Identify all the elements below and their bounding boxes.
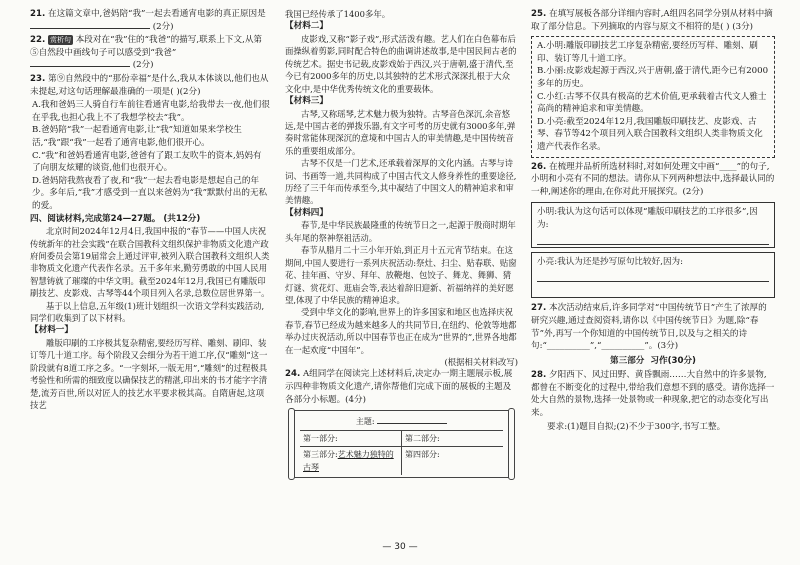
board-part-4[interactable]: 第四部分: — [401, 447, 503, 475]
intro-paragraph: 北京时间2024年12月4日,我国申报的“春节——中国人庆祝传统新年的社会实践”在联合国教科文组织保护非物质文化遗产政府间委员会第19届常会上通过评审,被列入联合国教科文组织人类非物质文化遗产代表作名录。五千多年来,勤劳勇敢的中国人民用智慧铸就了璀璨的中华文明。截至2024年12月,我国已有雕版印刷技艺、皮影戏、古琴等44个项目列入名录,总数位居世界第一。 — [30, 226, 270, 299]
material-4-text-2: 春节从腊月二十三小年开始,到正月十五元宵节结束。在这期间,中国人要进行一系列庆祝活动:祭灶、扫尘、贴春联、贴窗花、挂年画、守岁、拜年、放鞭炮、包饺子、舞龙、舞狮、猜灯谜、赏花灯、逛庙会等,表达着辞旧迎新、祈福纳祥的美好愿望,体现了中华民族的精神追求。 — [285, 245, 517, 305]
board-row-2 — [300, 446, 503, 475]
question-22: 22. 赏析句 本段对在“我”住的“我爸”的描写,联系上下文,从第⑤自然段中画线句子可以感受到“我爸” (2分) — [30, 35, 263, 71]
option-a[interactable]: A.小明:雕版印刷技艺工序复杂精密,要经历写样、雕刻、刷印、装订等几十道工序。 — [537, 41, 758, 64]
answer-line[interactable] — [30, 66, 130, 67]
answer-line[interactable] — [537, 269, 769, 282]
question-21: 21. 在这篇文章中,爸妈陪“我”一起去看通宵电影的真正原因是 (2分) — [30, 9, 266, 32]
material-3-text-2: 古琴不仅是一门艺术,还承载着深厚的文化内涵。古琴与诗词、书画等一道,共同构成了中国古代文人修身养性的重要途径,历经了三千年而传承至今,其中凝结了中国文人的精神追求和审美情趣。 — [285, 158, 517, 206]
material-4-text: 春节,是中华民族最隆重的传统节日之一,起源于殷商时期年头年尾的祭神祭祖活动。 — [285, 220, 516, 243]
material-3-text: 古琴,又称瑶琴,艺术魅力极为独特。古琴音色深沉,余音悠远,是中国古老的弹拨乐器,有文字可考的历史就有3000多年,弹奏时常能体现深沉的意境和中国古人的审美情趣,是中国传统音乐的重要组成部分。 — [285, 108, 516, 156]
board-row-1 — [300, 430, 503, 446]
board-part-1[interactable]: 第一部分: — [303, 434, 338, 444]
section-4-heading: 四、阅读材料,完成第24—27题。 (共12分) — [30, 213, 201, 224]
material-4-title: 【材料四】 — [285, 207, 328, 218]
left-column — [30, 8, 270, 411]
answer-line[interactable] — [537, 232, 769, 245]
question-26: 26. 在梳理并品析所选材料时,对如何处理文中画“____”的句子,小明和小亮有不同的想法。请你从下列两种想法中,选择最认同的一种,阐述你的理由,在你对此开展探究。(2分) — [531, 161, 775, 197]
option-c[interactable]: C.小红:古琴不仅具有极高的艺术价值,更承载着古代文人雅士高尚的精神追求和审美情趣。 — [537, 91, 767, 115]
material-1-text: 雕版印刷的工序极其复杂精密,要经历写样、雕刻、刷印、装订等几十道工序。每个阶段又会细分为若干道工序,仅“雕刻”这一阶段就有8道工序之多。“一字刻坏,一版无用”,“雕刻”的过程极具考验性和所需的细致度以确保技艺的精湛,印出来的书才能字字清楚,流芳百世,所以对匠人的技艺水平要求极其高。自隋唐起,这项技艺 — [30, 337, 268, 410]
material-4-text-3: 受到中华文化的影响,世界上的许多国家和地区也选择庆祝春节,春节已经成为越来越多人的共同节日,在纽约、伦敦等地都举办过庆祝活动,所以中国春节也正在成为“世界的”,世界各地都在一起欢度“中国年”。 — [285, 307, 517, 355]
board-part-3: 第三部分:艺术魅力独特的古琴 — [303, 450, 394, 473]
option-c[interactable]: C.“我”和爸妈看通宵电影,爸爸有了跟工友吹牛的资本,妈妈有了向朋友炫耀的谈资,他们也很开心。 — [32, 150, 262, 174]
option-d[interactable]: D.小亮:截至2024年12月,我国雕版印刷技艺、皮影戏、古琴、春节等42个项目列入联合国教科文组织人类非物质文化遗产代表作名录。 — [537, 116, 763, 152]
material-2-title: 【材料二】 — [285, 21, 328, 32]
material-3-title: 【材料三】 — [285, 96, 328, 107]
board-part-2[interactable]: 第二部分: — [401, 431, 503, 446]
middle-column — [285, 8, 518, 482]
appreciation-badge: 赏析句 — [49, 36, 71, 45]
question-24: 24. A组同学在阅读完上述材料后,决定办一期主题展示板,展示四种非物质文化遗产,请你帮他们完成下面的展板的主题及各部分小标题。(4分) — [285, 369, 513, 405]
options-box — [531, 36, 775, 157]
answer-line[interactable] — [30, 28, 150, 29]
section-3-heading: 第三部分 习作(30分) — [610, 355, 696, 366]
display-board-scroll — [293, 410, 510, 478]
opinion-box-xiaoming[interactable]: 小明:我认为这句话可以体现“雕版印刷技艺的工序很多”,因为: — [531, 202, 775, 248]
option-b[interactable]: B.小丽:皮影戏起源于西汉,兴于唐朝,盛于清代,距今已有2000多年的历史。 — [537, 66, 769, 89]
page-number: — 30 — — [382, 542, 418, 552]
intro-paragraph-2: 基于以上信息,五年级(1)班计划组织一次语文学科实践活动,同学们收集到了以下材料。 — [30, 300, 265, 323]
option-b[interactable]: B.爸妈陪“我”一起看通宵电影,让“我”知道如果来学校生活,“我”跟“我”一起看了通宵电影,他们很开心。 — [32, 125, 242, 148]
source-note: (根据相关材料改写) — [444, 356, 518, 367]
question-27: 27. 本次活动结束后,许多同学对“中国传统节日”产生了浓厚的研究兴趣,通过查阅资料,请你以《中国传统节日》为题,除“春节”外,再写一个你知道的中国传统节日,以及与之相关的诗句:“__________”,“__________”。(3分) — [531, 303, 767, 352]
material-1-title: 【材料一】 — [30, 325, 73, 336]
opinion-box-xiaoliang[interactable]: 小亮:我认为还是抄写原句比较好,因为: — [531, 252, 775, 298]
option-a[interactable]: A.我和爸妈三人骑自行车前往看通宵电影,给我带去一夜,他们很在乎我,也担心我上不了我想学校去“我”。 — [32, 100, 270, 123]
question-28: 28. 夕阳西下、风过田野、黄昏飘雨……大自然中的许多景物,都曾在不断变化的过程中,带给我们意想不到的感受。请你选择一处大自然的景物,选择一处景物或一种现象,把它的动态变化写出来。 — [531, 370, 775, 419]
right-column — [531, 8, 775, 433]
material-2-text: 皮影戏,又称“影子戏”,形式活泼有趣。艺人们在白色幕布后面操纵着剪影,同时配合特色的曲调讲述故事,是中国民间古老的传统艺术。据史书记载,皮影戏始于西汉,兴于唐朝,盛于清代,至今已有2000多年的历史,以其独特的艺术形式深深扎根于大众文化中,是中华优秀传统文化的重要载体。 — [285, 34, 517, 94]
question-25: 25. 在填写展板各部分详细内容时,A组四名同学分别从材料中摘取了部分信息。下列摘取的内容与原文不相符的是( ) (3分) — [531, 9, 773, 32]
requirements: 要求:(1)题目自拟;(2)不少于300字,书写工整。 — [547, 421, 726, 432]
theme-input[interactable] — [377, 423, 447, 424]
question-23: 23. 第⑨自然段中的“那份幸福”是什么,我从本体谈以,他们也从未提起,对这句话理解最准确的一项是( )(2分) — [30, 73, 269, 97]
board-theme: 主题: — [300, 415, 503, 430]
material-1-continued: 我国已经传承了1400多年。 — [285, 9, 391, 19]
option-d[interactable]: D.爸妈陪我熬夜看了夜,和“我”一起去看电影是想起自己的年少。多年后,“我”才感受到一直以来爸妈为“我”默默付出的无私的爱。 — [32, 175, 268, 211]
